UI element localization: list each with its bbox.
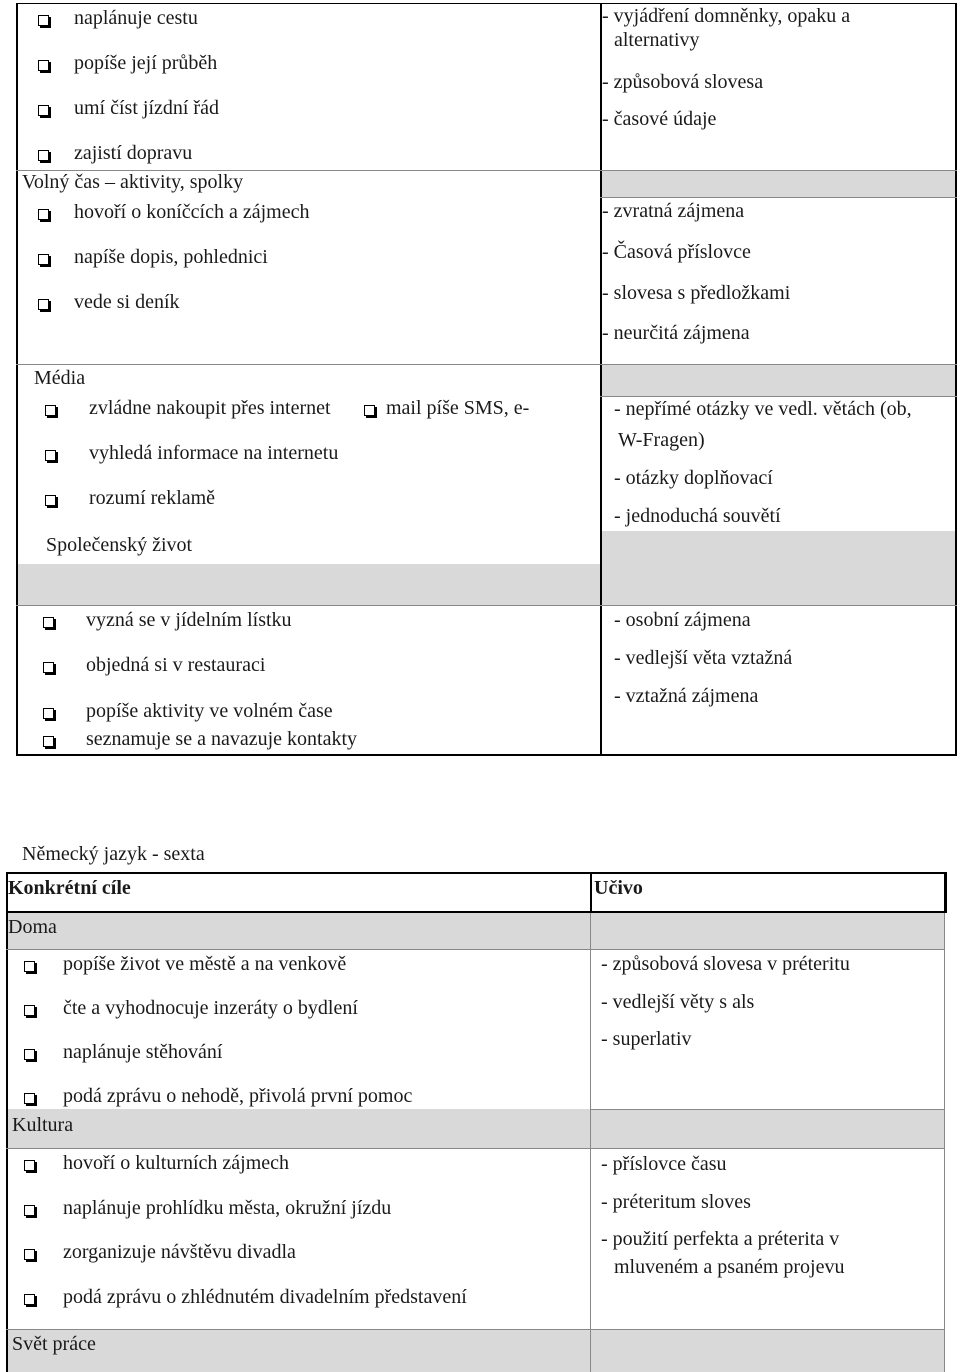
- goal-item: popíše aktivity ve volném čase: [86, 700, 333, 722]
- row-gray-spolecensky-left: [456, 564, 600, 605]
- checkbox-icon: [43, 708, 54, 719]
- checkbox-icon: [38, 105, 49, 116]
- checkbox-icon: [24, 1160, 35, 1171]
- checkbox-icon: [24, 1205, 35, 1216]
- goal-item: zajistí dopravu: [74, 142, 193, 164]
- goal-item: popíše život ve městě a na venkově: [63, 953, 347, 975]
- checkbox-icon: [43, 736, 54, 747]
- goal-item: hovoří o kulturních zájmech: [63, 1152, 290, 1174]
- checkbox-icon: [38, 299, 49, 310]
- checkbox-icon: [364, 405, 375, 416]
- grammar-item: mluveném a psaném projevu: [614, 1256, 845, 1278]
- goal-item: objedná si v restauraci: [86, 654, 266, 676]
- goal-item: čte a vyhodnocuje inzeráty o bydlení: [63, 997, 358, 1019]
- page-title: Německý jazyk - sexta: [22, 843, 205, 865]
- grammar-item: - použití perfekta a préterita v: [601, 1228, 840, 1250]
- goal-item: umí číst jízdní řád: [74, 97, 219, 119]
- checkbox-icon: [43, 617, 54, 628]
- goal-item: zvládne nakoupit přes internet: [89, 397, 331, 419]
- grammar-item: - příslovce času: [601, 1153, 727, 1175]
- grammar-item: alternativy: [614, 29, 700, 51]
- grammar-item: - vedlejší věta vztažná: [614, 647, 793, 669]
- checkbox-icon: [24, 961, 35, 972]
- grammar-item: - Časová příslovce: [602, 241, 751, 263]
- goal-item: hovoří o koníčcích a zájmech: [74, 201, 310, 223]
- grammar-item: W-Fragen): [618, 429, 705, 451]
- goal-item: naplánuje prohlídku města, okružní jízdu: [63, 1197, 392, 1219]
- grammar-item: - nepřímé otázky ve vedl. větách (ob,: [614, 398, 912, 420]
- grammar-item: - jednoduchá souvětí: [614, 505, 781, 527]
- checkbox-icon: [38, 150, 49, 161]
- goal-item: vyhledá informace na internetu: [89, 442, 339, 464]
- checkbox-icon: [45, 405, 56, 416]
- goal-item: napíše dopis, pohlednici: [74, 246, 268, 268]
- column-header-content: Učivo: [594, 877, 643, 899]
- row-gray-media-right: [600, 364, 956, 396]
- checkbox-icon: [24, 1049, 35, 1060]
- row-gray-kultura: [6, 1109, 945, 1148]
- checkbox-icon: [45, 495, 56, 506]
- goal-item: zorganizuje návštěvu divadla: [63, 1241, 296, 1263]
- row-gray-doma: [6, 913, 945, 949]
- grammar-item: - neurčitá zájmena: [602, 322, 750, 344]
- row-gray-volny-cas-right: [600, 170, 956, 197]
- goal-item: vyzná se v jídelním lístku: [86, 609, 292, 631]
- row-gray-spolecensky-left-2: [16, 564, 456, 605]
- goal-item: seznamuje se a navazuje kontakty: [86, 728, 357, 750]
- checkbox-icon: [45, 450, 56, 461]
- grammar-item: - préteritum sloves: [601, 1191, 751, 1213]
- goal-item: naplánuje stěhování: [63, 1041, 223, 1063]
- grammar-item: - vyjádření domněnky, opaku a: [602, 5, 851, 27]
- checkbox-icon: [24, 1005, 35, 1016]
- grammar-item: - způsobová slovesa v préteritu: [601, 953, 850, 975]
- grammar-item: - osobní zájmena: [614, 609, 751, 631]
- grammar-item: - superlativ: [601, 1028, 692, 1050]
- goal-item: popíše její průběh: [74, 52, 218, 74]
- checkbox-icon: [38, 209, 49, 220]
- grammar-item: - způsobová slovesa: [602, 71, 764, 93]
- grammar-item: - časové údaje: [602, 108, 717, 130]
- section-heading: Média: [34, 367, 86, 389]
- checkbox-icon: [38, 254, 49, 265]
- goal-item: podá zprávu o nehodě, přivolá první pomoc: [63, 1085, 413, 1107]
- grammar-item: - slovesa s předložkami: [602, 282, 791, 304]
- section-heading: Kultura: [12, 1114, 74, 1136]
- section-heading: Společenský život: [46, 534, 193, 556]
- section-heading: Volný čas – aktivity, spolky: [22, 171, 244, 193]
- goal-item: vede si deník: [74, 291, 180, 313]
- checkbox-icon: [24, 1093, 35, 1104]
- section-heading: Doma: [8, 916, 57, 938]
- grammar-item: - zvratná zájmena: [602, 200, 745, 222]
- checkbox-icon: [43, 662, 54, 673]
- goal-item: naplánuje cestu: [74, 7, 198, 29]
- row-gray-svet-prace: [6, 1329, 945, 1372]
- checkbox-icon: [38, 15, 49, 26]
- grammar-item: - vztažná zájmena: [614, 685, 759, 707]
- checkbox-icon: [24, 1249, 35, 1260]
- grammar-item: - otázky doplňovací: [614, 467, 773, 489]
- checkbox-icon: [24, 1294, 35, 1305]
- row-gray-spolecensky-right: [600, 531, 956, 605]
- goal-item: mail píše SMS, e-: [386, 397, 530, 419]
- column-header-goals: Konkrétní cíle: [8, 877, 131, 899]
- checkbox-icon: [38, 60, 49, 71]
- goal-item: podá zprávu o zhlédnutém divadelním představení: [63, 1286, 467, 1308]
- grammar-item: - vedlejší věty s als: [601, 991, 755, 1013]
- goal-item: rozumí reklamě: [89, 487, 216, 509]
- section-heading: Svět práce: [12, 1333, 96, 1355]
